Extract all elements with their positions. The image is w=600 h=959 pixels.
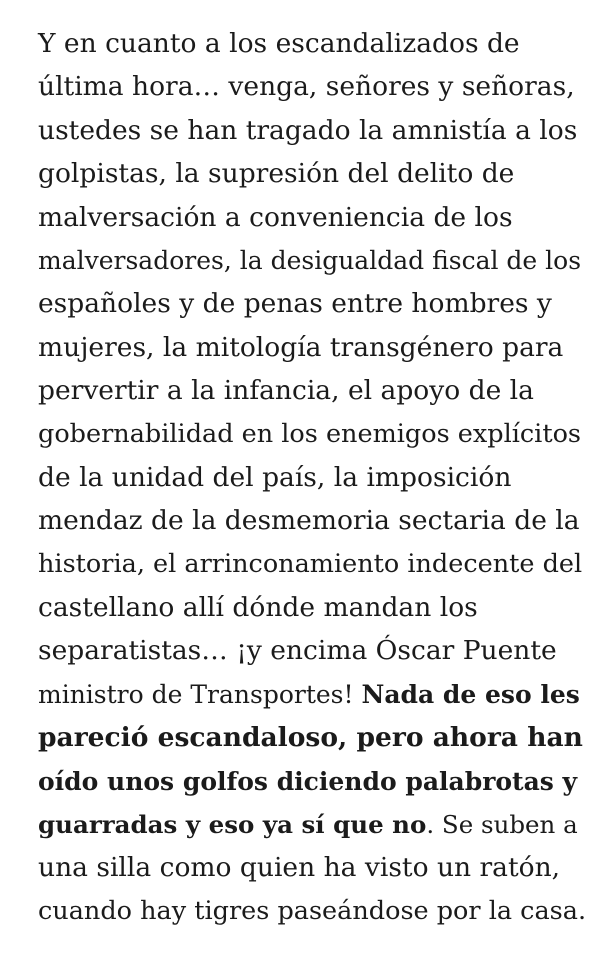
paragraph-line bbox=[38, 239, 582, 282]
text-run: de la unidad del país, la imposición bbox=[38, 461, 512, 493]
paragraph-line bbox=[38, 499, 578, 542]
text-run: españoles y de penas entre hombres y bbox=[38, 288, 552, 320]
paragraph-line bbox=[38, 846, 578, 889]
paragraph-line bbox=[38, 586, 578, 629]
paragraph-line bbox=[38, 369, 578, 412]
article-paragraph bbox=[38, 22, 587, 933]
text-run: cuando hay tigres paseándose por la casa. bbox=[38, 895, 587, 926]
paragraph-line bbox=[38, 716, 583, 759]
paragraph-line bbox=[38, 196, 578, 239]
paragraph-line bbox=[38, 760, 578, 803]
text-run: castellano allí dónde mandan los bbox=[38, 592, 478, 624]
paragraph-line bbox=[38, 413, 582, 456]
paragraph-line bbox=[38, 22, 578, 65]
text-run: historia, el arrinconamiento indecente del bbox=[38, 548, 583, 579]
bold-text-run: guarradas y eso ya sí que no bbox=[38, 810, 427, 840]
paragraph-line bbox=[38, 109, 578, 152]
text-run: gobernabilidad en los enemigos explícitos bbox=[38, 418, 582, 449]
text-run: malversadores, la desigualdad fiscal de los bbox=[38, 245, 582, 275]
text-run: . Se suben a bbox=[426, 810, 578, 840]
paragraph-line bbox=[38, 456, 578, 499]
paragraph-line bbox=[38, 152, 578, 195]
text-run: ustedes se han tragado la amnistía a los bbox=[38, 114, 578, 146]
paragraph-line bbox=[38, 282, 578, 325]
text-run: golpistas, la supresión del delito de bbox=[38, 158, 515, 190]
text-run: ministro de Transportes! bbox=[38, 679, 362, 709]
bold-text-run: pareció escandaloso, pero ahora han bbox=[38, 722, 583, 754]
text-run: mujeres, la mitología transgénero para bbox=[38, 331, 564, 363]
text-run: Y en cuanto a los escandalizados de bbox=[38, 28, 520, 59]
paragraph-line bbox=[38, 890, 587, 933]
bold-text-run: oído unos golfos diciendo palabrotas y bbox=[38, 766, 578, 796]
bold-text-run: Nada de eso les bbox=[361, 679, 580, 709]
text-run: separatistas… ¡y encima Óscar Puente bbox=[38, 635, 557, 667]
paragraph-line bbox=[38, 803, 578, 846]
text-run: malversación a conveniencia de los bbox=[38, 201, 513, 233]
text-run: una silla como quien ha visto un ratón, bbox=[38, 852, 561, 884]
paragraph-line bbox=[38, 543, 583, 586]
paragraph-line bbox=[38, 326, 578, 369]
paragraph-line bbox=[38, 673, 578, 716]
text-run: pervertir a la infancia, el apoyo de la bbox=[38, 375, 534, 407]
text-run: mendaz de la desmemoria sectaria de la bbox=[38, 505, 580, 537]
paragraph-line bbox=[38, 629, 578, 672]
paragraph-line bbox=[38, 65, 578, 108]
text-run: última hora… venga, señores y señoras, bbox=[38, 71, 575, 103]
